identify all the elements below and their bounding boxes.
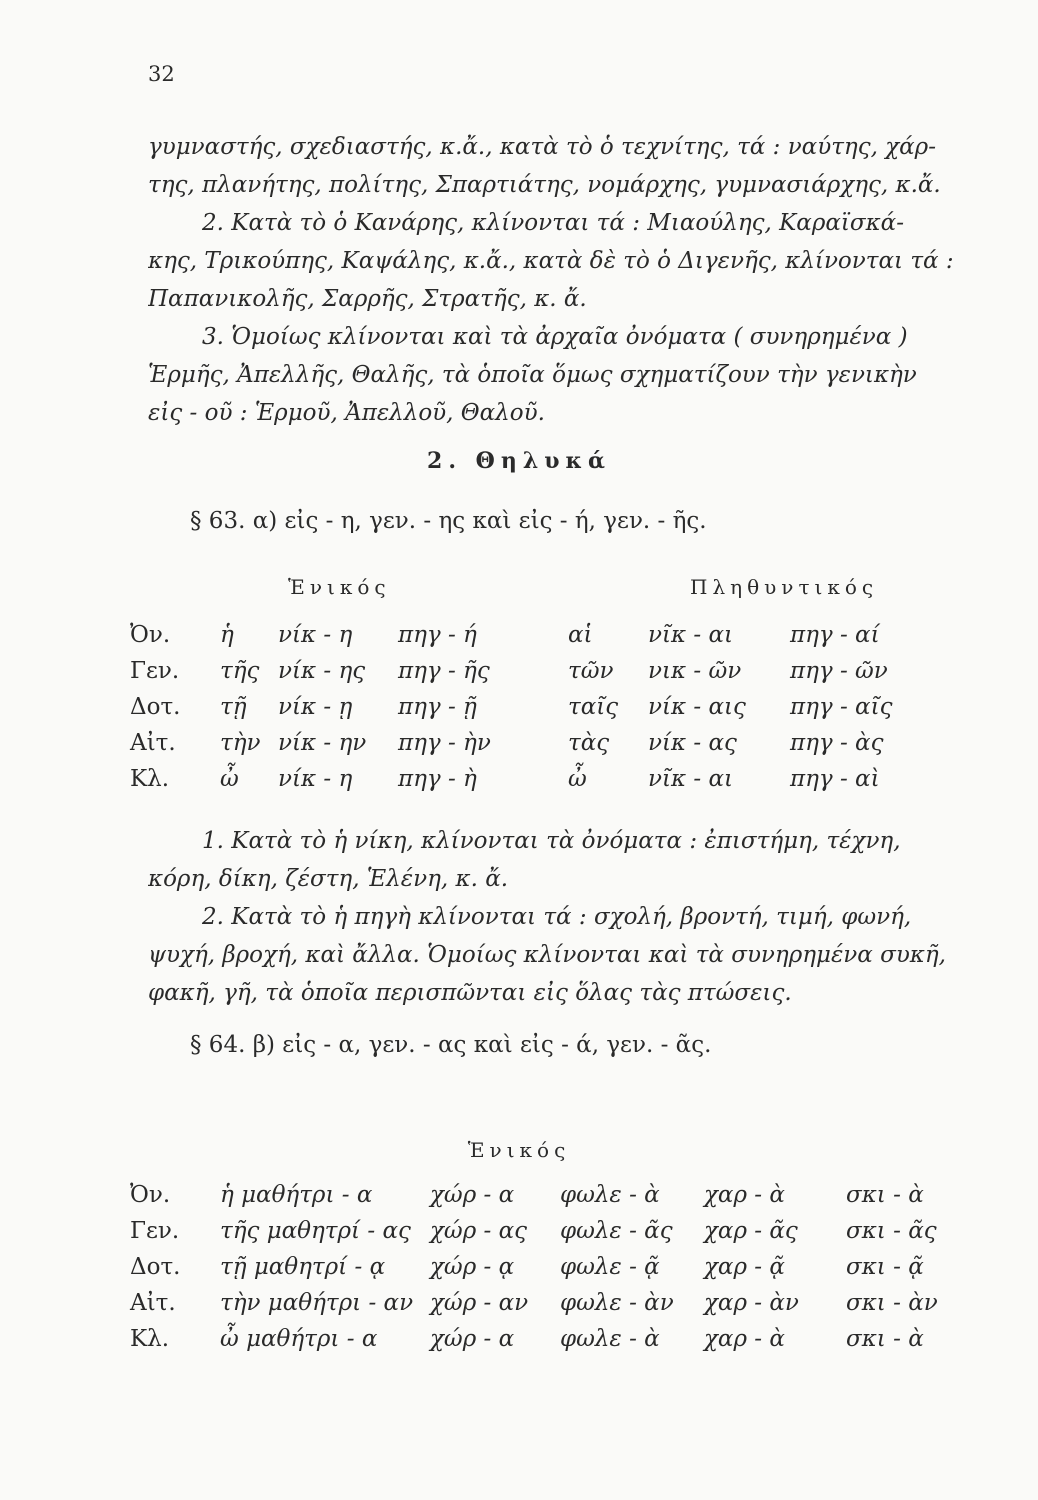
text-line: 2. Κατὰ τὸ ἡ πηγὴ κλίνονται τά : σχολή, βροντή, τιμή, φωνή, — [202, 904, 912, 930]
text-line: κης, Τρικούπης, Καψάλης, κ.ἄ., κατὰ δὲ τὸ ὁ Διγενῆς, κλίνονται τά : — [148, 248, 954, 274]
singular-label: Ἑνικός — [288, 575, 391, 599]
form-folea: φωλε - ὰ — [560, 1182, 660, 1208]
form-mathetria: ἡ μαθήτρι - α — [220, 1182, 373, 1208]
case-label: Δοτ. — [130, 694, 181, 720]
paragraph-masculine-examples — [148, 128, 970, 432]
form-chora: χώρ - ᾳ — [430, 1254, 515, 1280]
form-nike: νίκ - ην — [278, 730, 367, 756]
paragraph-feminine-examples — [148, 822, 970, 1012]
form-chara: χαρ - ᾶς — [704, 1218, 798, 1244]
form-pege: πηγ - ή — [398, 622, 477, 648]
text-line: Παπανικολῆς, Σαρρῆς, Στρατῆς, κ. ἄ. — [148, 286, 587, 312]
form-pege-plural: πηγ - αῖς — [790, 694, 893, 720]
case-label: Αἰτ. — [130, 1290, 176, 1316]
form-folea: φωλε - ὰν — [560, 1290, 674, 1316]
form-pege-plural: πηγ - αί — [790, 622, 880, 648]
form-mathetria: ὦ μαθήτρι - α — [220, 1326, 378, 1352]
form-chora: χώρ - α — [430, 1182, 515, 1208]
case-label: Κλ. — [130, 766, 170, 792]
singular-label-2: Ἑνικός — [467, 1138, 571, 1162]
text-line: εἰς - οῦ : Ἑρμοῦ, Ἀπελλοῦ, Θαλοῦ. — [148, 400, 545, 426]
form-mathetria: τῆς μαθητρί - ας — [220, 1218, 411, 1244]
form-nike-plural: νικ - ῶν — [648, 658, 742, 684]
case-label: Δοτ. — [130, 1254, 181, 1280]
form-pege-plural: πηγ - αὶ — [790, 766, 880, 792]
form-pege-plural: πηγ - ὰς — [790, 730, 884, 756]
form-chara: χαρ - ὰ — [704, 1326, 785, 1352]
paragraph-63-heading: § 63. α) εἰς - η, γεν. - ης καὶ εἰς - ή, γεν. - ῆς. — [190, 508, 707, 534]
form-pege: πηγ - ῇ — [398, 694, 477, 720]
text-line: 2. Κατὰ τὸ ὁ Κανάρης, κλίνονται τά : Μιαούλης, Καραϊσκά- — [202, 210, 904, 236]
case-label: Γεν. — [130, 658, 180, 684]
article: τῇ — [220, 694, 247, 720]
form-chora: χώρ - αν — [430, 1290, 529, 1316]
case-label: Αἰτ. — [130, 730, 176, 756]
form-chara: χαρ - ὰ — [704, 1182, 785, 1208]
plural-label: Πληθυντικός — [690, 575, 879, 599]
form-skia: σκι - ᾷ — [846, 1254, 924, 1280]
article: ἡ — [220, 622, 234, 648]
article-plural: ταῖς — [568, 694, 619, 720]
text-line: της, πλανήτης, πολίτης, Σπαρτιάτης, νομάρχης, γυμνασιάρχης, κ.ἄ. — [148, 172, 941, 198]
form-nike-plural: νίκ - αις — [648, 694, 746, 720]
form-chora: χώρ - α — [430, 1326, 515, 1352]
form-nike-plural: νῖκ - αι — [648, 766, 734, 792]
form-skia: σκι - ὰ — [846, 1182, 924, 1208]
text-line: κόρη, δίκη, ζέστη, Ἑλένη, κ. ἄ. — [148, 866, 509, 892]
case-label: Ὀν. — [130, 622, 171, 648]
text-line: ψυχή, βροχή, καὶ ἄλλα. Ὁμοίως κλίνονται καὶ τὰ συνηρημένα συκῆ, — [148, 942, 946, 968]
form-chora: χώρ - ας — [430, 1218, 528, 1244]
article-plural: αἱ — [568, 622, 593, 648]
article: τὴν — [220, 730, 261, 756]
form-nike: νίκ - ῃ — [278, 694, 353, 720]
section-heading-feminine: 2. Θηλυκά — [427, 448, 611, 474]
form-skia: σκι - ὰ — [846, 1326, 924, 1352]
paragraph-64-heading: § 64. β) εἰς - α, γεν. - ας καὶ εἰς - ά, γεν. - ᾶς. — [190, 1032, 712, 1058]
page-number: 32 — [148, 62, 175, 86]
form-pege-plural: πηγ - ῶν — [790, 658, 888, 684]
case-label: Ὀν. — [130, 1182, 171, 1208]
form-pege: πηγ - ὴ — [398, 766, 477, 792]
form-nike: νίκ - ης — [278, 658, 366, 684]
case-label: Κλ. — [130, 1326, 170, 1352]
article-plural: τῶν — [568, 658, 614, 684]
form-chara: χαρ - ᾷ — [704, 1254, 785, 1280]
form-nike-plural: νίκ - ας — [648, 730, 737, 756]
text-line: γυμναστής, σχεδιαστής, κ.ἄ., κατὰ τὸ ὁ τεχνίτης, τά : ναύτης, χάρ- — [148, 134, 936, 160]
form-chara: χαρ - ὰν — [704, 1290, 799, 1316]
form-skia: σκι - ὰν — [846, 1290, 938, 1316]
article-plural: ὦ — [568, 766, 587, 792]
text-line: Ἑρμῆς, Ἀπελλῆς, Θαλῆς, τὰ ὁποῖα ὅμως σχηματίζουν τὴν γενικὴν — [148, 362, 917, 388]
article: τῆς — [220, 658, 260, 684]
form-nike: νίκ - η — [278, 766, 353, 792]
text-line: 1. Κατὰ τὸ ἡ νίκη, κλίνονται τὰ ὀνόματα : ἐπιστήμη, τέχνη, — [202, 828, 901, 854]
text-line: 3. Ὁμοίως κλίνονται καὶ τὰ ἀρχαῖα ὀνόματα ( συνηρημένα ) — [202, 324, 908, 350]
text-line: φακῆ, γῆ, τὰ ὁποῖα περισπῶνται εἰς ὅλας τὰς πτώσεις. — [148, 980, 792, 1006]
form-mathetria: τῇ μαθητρί - ᾳ — [220, 1254, 386, 1280]
form-folea: φωλε - ᾷ — [560, 1254, 660, 1280]
article: ὦ — [220, 766, 239, 792]
form-folea: φωλε - ᾶς — [560, 1218, 673, 1244]
form-mathetria: τὴν μαθήτρι - αν — [220, 1290, 414, 1316]
form-pege: πηγ - ῆς — [398, 658, 490, 684]
form-skia: σκι - ᾶς — [846, 1218, 937, 1244]
form-nike: νίκ - η — [278, 622, 353, 648]
form-pege: πηγ - ὴν — [398, 730, 491, 756]
case-label: Γεν. — [130, 1218, 180, 1244]
form-nike-plural: νῖκ - αι — [648, 622, 734, 648]
article-plural: τὰς — [568, 730, 610, 756]
form-folea: φωλε - ὰ — [560, 1326, 660, 1352]
